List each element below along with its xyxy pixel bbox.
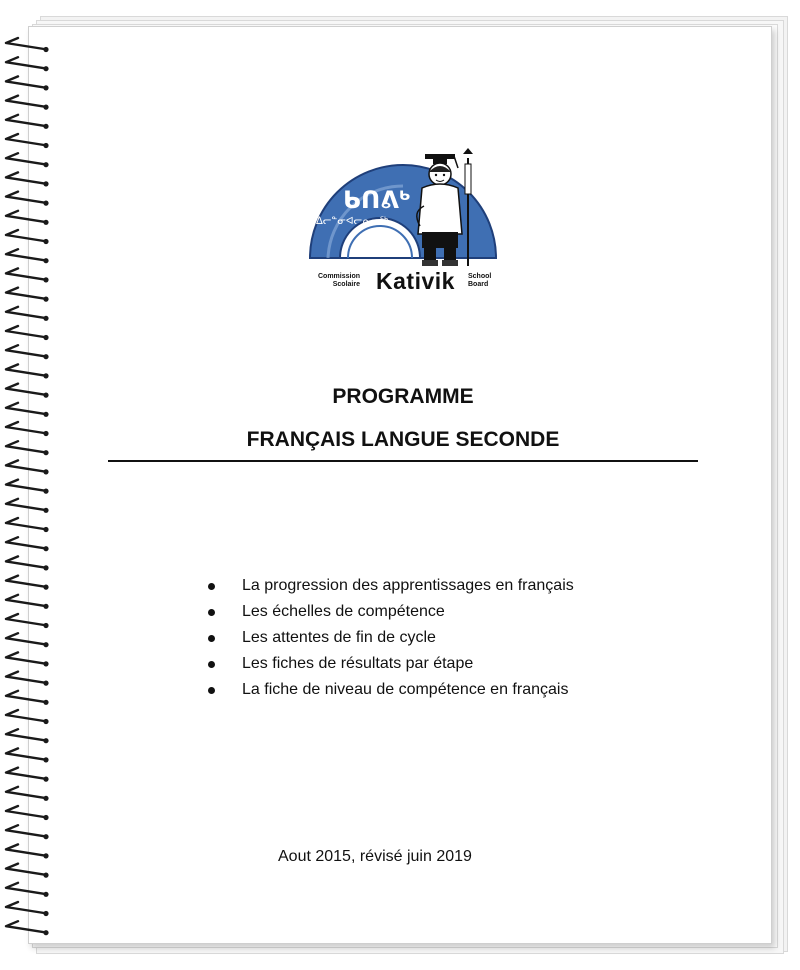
revision-date: Aout 2015, révisé juin 2019 <box>278 848 472 865</box>
spiral-coil <box>6 480 49 494</box>
spiral-coil <box>6 672 49 686</box>
list-item-text: Les fiches de résultats par étape <box>242 655 474 672</box>
spiral-coil <box>6 652 49 666</box>
spiral-coil <box>6 787 49 801</box>
spiral-coil <box>6 172 49 186</box>
list-item <box>205 573 574 599</box>
bullet-icon <box>208 687 215 694</box>
bullet-icon <box>208 635 215 642</box>
spiral-coil <box>6 326 49 340</box>
spiral-coil <box>6 384 49 398</box>
logo-syllabics-sub: ᐃᓕᓐᓂᐊᓕᕆᓂᖅ <box>316 216 389 227</box>
spiral-coil <box>6 499 49 513</box>
document-subtitle: FRANÇAIS LANGUE SECONDE <box>246 428 560 451</box>
spiral-coil <box>6 595 49 609</box>
spiral-coil <box>6 422 49 436</box>
spiral-coil <box>6 192 49 206</box>
spiral-coil <box>6 883 49 897</box>
list-item <box>205 651 574 677</box>
list-item-text: Les échelles de compétence <box>242 603 445 620</box>
list-item <box>205 599 574 625</box>
spiral-coil <box>6 345 49 359</box>
spiral-coil <box>6 153 49 167</box>
list-item-text: Les attentes de fin de cycle <box>242 629 436 646</box>
spiral-binding <box>0 30 60 940</box>
bullet-icon <box>208 609 215 616</box>
spiral-coil <box>6 825 49 839</box>
logo-caption-left-line2: Scolaire <box>332 281 360 288</box>
list-item-text: La progression des apprentissages en français <box>242 577 574 594</box>
spiral-coil <box>6 230 49 244</box>
logo-caption-left <box>310 273 360 289</box>
contents-list <box>205 573 574 703</box>
list-item <box>205 677 574 703</box>
logo-syllabics-main: ᑲᑎᕕᒃ <box>343 186 411 214</box>
spiral-coil <box>6 691 49 705</box>
spiral-coil <box>6 76 49 90</box>
spiral-coil <box>6 556 49 570</box>
spiral-coil <box>6 806 49 820</box>
logo-caption-right <box>468 273 498 289</box>
spiral-coil <box>6 710 49 724</box>
spiral-coil <box>6 249 49 263</box>
spiral-coil <box>6 921 49 935</box>
spiral-coil <box>6 864 49 878</box>
spiral-coil <box>6 57 49 71</box>
document-title: PROGRAMME <box>332 385 474 408</box>
logo-caption-right-line2: Board <box>468 281 489 288</box>
spiral-coil <box>6 768 49 782</box>
spiral-coil <box>6 576 49 590</box>
spiral-coil <box>6 902 49 916</box>
logo-caption <box>308 268 498 294</box>
spiral-coil <box>6 115 49 129</box>
spiral-coil <box>6 211 49 225</box>
spiral-coil <box>6 460 49 474</box>
logo-caption-left-line1: Commission <box>317 273 360 280</box>
spiral-coil <box>6 268 49 282</box>
spiral-coil <box>6 748 49 762</box>
logo-caption-center: Kativik <box>376 268 455 294</box>
bullet-icon <box>208 583 215 590</box>
bullet-icon <box>208 661 215 668</box>
spiral-coil <box>6 364 49 378</box>
spiral-coil <box>6 134 49 148</box>
spiral-coil <box>6 307 49 321</box>
spiral-coil <box>6 537 49 551</box>
spiral-coil <box>6 441 49 455</box>
title-underline <box>108 460 698 462</box>
spiral-coil <box>6 518 49 532</box>
spiral-coil <box>6 614 49 628</box>
list-item-text: La fiche de niveau de compétence en français <box>242 681 569 698</box>
list-item <box>205 625 574 651</box>
spiral-coil <box>6 96 49 110</box>
spiral-coil <box>6 288 49 302</box>
spiral-coil <box>6 403 49 417</box>
spiral-coil <box>6 729 49 743</box>
spiral-coil <box>6 38 49 52</box>
spiral-coil <box>6 844 49 858</box>
spiral-coil <box>6 633 49 647</box>
logo-caption-right-line1: School <box>468 273 492 280</box>
